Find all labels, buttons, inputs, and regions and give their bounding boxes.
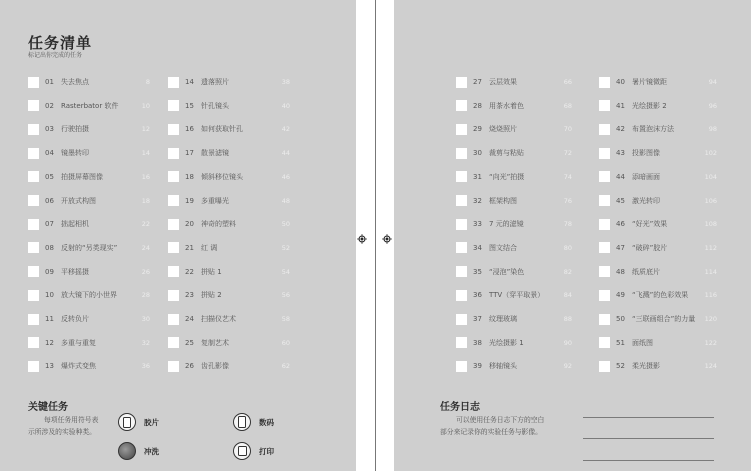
task-label: 用茶水着色 <box>489 101 524 110</box>
task-number: 20 <box>185 220 194 229</box>
task-item <box>168 312 290 326</box>
legend-title: 关键任务 <box>28 402 68 413</box>
task-label: 反射的“另类现实” <box>61 243 118 252</box>
task-label: 行驶拍摄 <box>61 125 89 134</box>
task-number: 07 <box>45 220 54 229</box>
task-number: 37 <box>473 315 482 323</box>
task-checkbox[interactable] <box>28 219 39 230</box>
develop-icon <box>118 442 136 460</box>
task-label: 投影图像 <box>632 149 660 158</box>
task-item <box>168 146 290 160</box>
task-page-number: 90 <box>563 338 572 347</box>
task-number: 10 <box>45 291 54 300</box>
task-page-number: 70 <box>563 125 572 134</box>
task-item <box>28 99 150 113</box>
task-label: 框架构图 <box>489 196 517 205</box>
task-label: 神奇的塑料 <box>201 220 236 229</box>
task-checkbox[interactable] <box>456 361 467 372</box>
task-page-number: 48 <box>281 196 290 205</box>
task-page-number: 42 <box>281 125 290 134</box>
task-page-number: 50 <box>281 220 290 229</box>
task-number: 09 <box>45 267 54 276</box>
log-description-line-2: 部分来记录你的实验任务与影像。 <box>440 428 542 436</box>
task-item <box>599 288 717 302</box>
task-page-number: 36 <box>141 362 150 371</box>
task-checkbox[interactable] <box>28 195 39 206</box>
task-page-number: 54 <box>281 267 290 276</box>
task-item <box>456 336 572 350</box>
task-checkbox[interactable] <box>456 77 467 88</box>
task-page-number: 96 <box>708 101 717 110</box>
task-page-number: 92 <box>563 362 572 371</box>
legend-item-digital <box>233 413 274 431</box>
task-item <box>28 288 150 302</box>
task-label: 开放式构图 <box>61 196 96 205</box>
task-page-number: 30 <box>141 315 150 323</box>
task-item <box>599 194 717 208</box>
task-number: 26 <box>185 362 194 371</box>
task-item <box>168 170 290 184</box>
task-number: 24 <box>185 315 194 323</box>
task-checkbox[interactable] <box>599 171 610 182</box>
page-subtitle: 标记出你完成的任务 <box>28 52 83 59</box>
task-page-number: 60 <box>281 338 290 347</box>
task-number: 46 <box>616 220 625 229</box>
task-item <box>599 146 717 160</box>
task-label: 云层效果 <box>489 78 517 86</box>
task-checkbox[interactable] <box>28 171 39 182</box>
task-item <box>599 241 717 255</box>
legend-description-line-2: 示所涉及的实验种类。 <box>28 428 96 436</box>
legend-item-develop <box>118 442 159 460</box>
task-checkbox[interactable] <box>599 290 610 301</box>
task-checkbox[interactable] <box>456 219 467 230</box>
task-item <box>28 146 150 160</box>
task-checkbox[interactable] <box>168 195 179 206</box>
task-number: 29 <box>473 125 482 134</box>
task-label: 复制艺术 <box>201 338 229 347</box>
task-item <box>168 75 290 89</box>
task-number: 39 <box>473 362 482 371</box>
task-page-number: 32 <box>141 338 150 347</box>
task-number: 43 <box>616 149 625 158</box>
task-number: 05 <box>45 172 54 181</box>
task-item <box>456 265 572 279</box>
task-number: 27 <box>473 78 482 86</box>
task-checkbox[interactable] <box>28 337 39 348</box>
task-label: 放大镜下的小世界 <box>61 291 117 300</box>
task-label: 平移摇摄 <box>61 267 89 276</box>
task-page-number: 24 <box>141 243 150 252</box>
task-label: 暑片镜微距 <box>632 78 667 86</box>
task-number: 28 <box>473 101 482 110</box>
task-page-number: 56 <box>281 291 290 300</box>
page-title: 任务清单 <box>28 34 93 52</box>
task-item <box>599 265 717 279</box>
task-checkbox[interactable] <box>28 124 39 135</box>
task-checkbox[interactable] <box>599 242 610 253</box>
film-icon <box>118 413 136 431</box>
task-checkbox[interactable] <box>168 266 179 277</box>
task-checkbox[interactable] <box>456 124 467 135</box>
task-item <box>28 75 150 89</box>
task-page-number: 46 <box>281 172 290 181</box>
task-label: “飞溅”的色彩效果 <box>632 291 689 300</box>
task-label: “破碎”胶片 <box>632 243 668 252</box>
task-label: 红 调 <box>201 243 218 252</box>
task-checkbox[interactable] <box>28 148 39 159</box>
task-checkbox[interactable] <box>28 77 39 88</box>
task-checkbox[interactable] <box>168 100 179 111</box>
task-checkbox[interactable] <box>28 266 39 277</box>
task-number: 23 <box>185 291 194 300</box>
task-item <box>456 146 572 160</box>
task-item <box>168 217 290 231</box>
task-number: 18 <box>185 172 194 181</box>
legend-label-film: 胶片 <box>144 417 159 427</box>
task-item <box>456 194 572 208</box>
task-number: 41 <box>616 101 625 110</box>
task-item <box>456 241 572 255</box>
log-description <box>440 414 544 438</box>
task-item <box>456 99 572 113</box>
task-checkbox[interactable] <box>599 100 610 111</box>
task-item <box>28 265 150 279</box>
task-page-number: 112 <box>704 243 717 252</box>
task-checkbox[interactable] <box>456 171 467 182</box>
task-checkbox[interactable] <box>168 361 179 372</box>
task-label: 7 元的滤镜 <box>489 220 524 229</box>
task-label: TTV（穿平取景） <box>489 291 545 300</box>
task-page-number: 10 <box>141 101 150 110</box>
task-page-number: 62 <box>281 362 290 371</box>
task-checkbox[interactable] <box>168 77 179 88</box>
task-page-number: 80 <box>563 243 572 252</box>
task-item <box>168 336 290 350</box>
log-line <box>583 460 714 461</box>
task-number: 06 <box>45 196 54 205</box>
task-item <box>168 122 290 136</box>
left-page <box>0 0 356 471</box>
task-page-number: 38 <box>281 78 290 86</box>
registration-mark-icon <box>382 234 392 244</box>
task-number: 12 <box>45 338 54 347</box>
task-checkbox[interactable] <box>168 337 179 348</box>
task-item <box>456 217 572 231</box>
task-item <box>28 241 150 255</box>
task-page-number: 76 <box>563 196 572 205</box>
task-item <box>168 241 290 255</box>
task-page-number: 68 <box>563 101 572 110</box>
task-item <box>168 288 290 302</box>
task-page-number: 14 <box>141 149 150 158</box>
task-label: 多重与重复 <box>61 338 96 347</box>
task-checkbox[interactable] <box>599 337 610 348</box>
task-page-number: 8 <box>145 78 150 86</box>
task-checkbox[interactable] <box>599 124 610 135</box>
task-page-number: 26 <box>141 267 150 276</box>
task-label: 倾斜移位镜头 <box>201 172 243 181</box>
task-item <box>599 217 717 231</box>
task-item <box>599 170 717 184</box>
task-number: 31 <box>473 172 482 181</box>
task-number: 13 <box>45 362 54 371</box>
task-checkbox[interactable] <box>599 361 610 372</box>
task-checkbox[interactable] <box>168 124 179 135</box>
task-page-number: 66 <box>563 78 572 86</box>
task-checkbox[interactable] <box>456 100 467 111</box>
task-item <box>28 312 150 326</box>
task-label: 多重曝光 <box>201 196 229 205</box>
task-number: 36 <box>473 291 482 300</box>
task-number: 48 <box>616 267 625 276</box>
task-label: 移轴镜头 <box>489 362 517 371</box>
task-number: 45 <box>616 196 625 205</box>
task-page-number: 114 <box>704 267 717 276</box>
task-number: 15 <box>185 101 194 110</box>
task-item <box>456 122 572 136</box>
task-label: 失去焦点 <box>61 78 89 86</box>
task-number: 38 <box>473 338 482 347</box>
legend-label-digital: 数码 <box>259 417 274 427</box>
task-label: 烧烧照片 <box>489 125 517 134</box>
task-page-number: 58 <box>281 315 290 323</box>
task-item <box>599 99 717 113</box>
task-page-number: 98 <box>708 125 717 134</box>
task-number: 25 <box>185 338 194 347</box>
task-item <box>599 359 717 373</box>
task-label: 纸质底片 <box>632 267 660 276</box>
task-number: 01 <box>45 78 54 86</box>
task-page-number: 106 <box>704 196 717 205</box>
task-checkbox[interactable] <box>168 242 179 253</box>
task-checkbox[interactable] <box>599 77 610 88</box>
legend-item-film <box>118 413 159 431</box>
legend-item-print <box>233 442 274 460</box>
task-label: 拼贴 1 <box>201 267 222 276</box>
task-page-number: 116 <box>704 291 717 300</box>
task-page-number: 120 <box>704 315 717 323</box>
task-number: 51 <box>616 338 625 347</box>
task-number: 04 <box>45 149 54 158</box>
task-label: 拙起相机 <box>61 220 89 229</box>
task-label: 光绘摄影 1 <box>489 338 524 347</box>
legend-label-develop: 冲洗 <box>144 446 159 456</box>
task-number: 35 <box>473 267 482 276</box>
task-page-number: 12 <box>141 125 150 134</box>
task-checkbox[interactable] <box>28 242 39 253</box>
task-item <box>456 75 572 89</box>
task-page-number: 82 <box>563 267 572 276</box>
task-label: “三联画组合”的力量 <box>632 315 696 323</box>
legend-description <box>28 414 98 438</box>
task-number: 52 <box>616 362 625 371</box>
task-label: 如何获取针孔 <box>201 125 243 134</box>
task-number: 19 <box>185 196 194 205</box>
task-number: 14 <box>185 78 194 86</box>
task-page-number: 104 <box>704 172 717 181</box>
task-page-number: 122 <box>704 338 717 347</box>
task-checkbox[interactable] <box>456 266 467 277</box>
task-item <box>456 170 572 184</box>
task-checkbox[interactable] <box>28 314 39 325</box>
task-number: 11 <box>45 315 54 323</box>
task-item <box>456 359 572 373</box>
task-page-number: 108 <box>704 220 717 229</box>
task-number: 08 <box>45 243 54 252</box>
task-number: 22 <box>185 267 194 276</box>
task-label: 面纸图 <box>632 338 653 347</box>
legend-label-print: 打印 <box>259 446 274 456</box>
task-checkbox[interactable] <box>456 195 467 206</box>
task-label: “向光”拍摄 <box>489 172 525 181</box>
task-item <box>599 336 717 350</box>
task-label: 裁剪与粘贴 <box>489 149 524 158</box>
task-number: 50 <box>616 315 625 323</box>
task-page-number: 44 <box>281 149 290 158</box>
task-checkbox[interactable] <box>456 314 467 325</box>
task-number: 42 <box>616 125 625 134</box>
task-item <box>168 265 290 279</box>
registration-mark-icon <box>357 234 367 244</box>
task-number: 30 <box>473 149 482 158</box>
task-number: 17 <box>185 149 194 158</box>
task-checkbox[interactable] <box>28 361 39 372</box>
task-label: 遗落照片 <box>201 78 229 86</box>
task-item <box>599 312 717 326</box>
task-checkbox[interactable] <box>599 314 610 325</box>
task-label: 爆炸式变焦 <box>61 362 96 371</box>
task-label: 布置泡沫方法 <box>632 125 674 134</box>
task-item <box>168 194 290 208</box>
task-checkbox[interactable] <box>28 100 39 111</box>
task-page-number: 72 <box>563 149 572 158</box>
task-page-number: 84 <box>563 291 572 300</box>
task-number: 32 <box>473 196 482 205</box>
task-number: 49 <box>616 291 625 300</box>
task-label: 图文结合 <box>489 243 517 252</box>
task-item <box>28 170 150 184</box>
task-page-number: 74 <box>563 172 572 181</box>
task-item <box>28 359 150 373</box>
task-page-number: 78 <box>563 220 572 229</box>
task-item <box>599 122 717 136</box>
task-checkbox[interactable] <box>599 148 610 159</box>
log-description-line-1: 可以使用任务日志下方的空白 <box>456 416 545 424</box>
task-label: 散景滤镜 <box>201 149 229 158</box>
log-line <box>583 417 714 418</box>
task-item <box>456 312 572 326</box>
page-gutter-line <box>375 0 376 471</box>
task-page-number: 124 <box>704 362 717 371</box>
task-number: 33 <box>473 220 482 229</box>
task-checkbox[interactable] <box>456 148 467 159</box>
task-number: 03 <box>45 125 54 134</box>
task-page-number: 94 <box>708 78 717 86</box>
task-item <box>28 217 150 231</box>
task-item <box>599 75 717 89</box>
task-number: 40 <box>616 78 625 86</box>
task-label: Rasterbator 软件 <box>61 101 119 110</box>
task-label: 针孔镜头 <box>201 101 229 110</box>
task-item <box>168 359 290 373</box>
task-number: 47 <box>616 243 625 252</box>
task-item <box>28 336 150 350</box>
task-page-number: 52 <box>281 243 290 252</box>
task-checkbox[interactable] <box>456 337 467 348</box>
task-checkbox[interactable] <box>168 148 179 159</box>
task-label: 激光转印 <box>632 196 660 205</box>
task-number: 02 <box>45 101 54 110</box>
task-checkbox[interactable] <box>168 171 179 182</box>
task-page-number: 102 <box>704 149 717 158</box>
task-number: 21 <box>185 243 194 252</box>
task-checkbox[interactable] <box>168 314 179 325</box>
task-label: 纹理玻璃 <box>489 315 517 323</box>
task-number: 16 <box>185 125 194 134</box>
task-checkbox[interactable] <box>456 242 467 253</box>
task-label: 拍摄屏幕图像 <box>61 172 103 181</box>
task-checkbox[interactable] <box>28 290 39 301</box>
log-line <box>583 438 714 439</box>
task-label: “好光”效果 <box>632 220 668 229</box>
print-icon <box>233 442 251 460</box>
task-checkbox[interactable] <box>599 219 610 230</box>
task-checkbox[interactable] <box>599 195 610 206</box>
task-checkbox[interactable] <box>168 290 179 301</box>
task-page-number: 22 <box>141 220 150 229</box>
task-label: 拼贴 2 <box>201 291 222 300</box>
task-label: 添暗画面 <box>632 172 660 181</box>
task-label: “浸泡”染色 <box>489 267 525 276</box>
task-label: 光绘摄影 2 <box>632 101 667 110</box>
legend-description-line-1: 每项任务用符号表 <box>44 416 99 424</box>
digital-icon <box>233 413 251 431</box>
task-page-number: 40 <box>281 101 290 110</box>
task-checkbox[interactable] <box>168 219 179 230</box>
task-checkbox[interactable] <box>456 290 467 301</box>
task-checkbox[interactable] <box>599 266 610 277</box>
task-label: 反转负片 <box>61 315 89 323</box>
task-item <box>28 194 150 208</box>
task-page-number: 18 <box>141 196 150 205</box>
right-page <box>394 0 751 471</box>
task-label: 齿孔影像 <box>201 362 229 371</box>
task-number: 34 <box>473 243 482 252</box>
task-item <box>456 288 572 302</box>
log-title: 任务日志 <box>440 402 480 413</box>
task-item <box>28 122 150 136</box>
task-page-number: 16 <box>141 172 150 181</box>
task-page-number: 88 <box>563 315 572 323</box>
task-label: 柔光摄影 <box>632 362 660 371</box>
task-item <box>168 99 290 113</box>
task-number: 44 <box>616 172 625 181</box>
task-page-number: 28 <box>141 291 150 300</box>
task-label: 扫描仪艺术 <box>201 315 236 323</box>
task-label: 镜墨转印 <box>61 149 89 158</box>
